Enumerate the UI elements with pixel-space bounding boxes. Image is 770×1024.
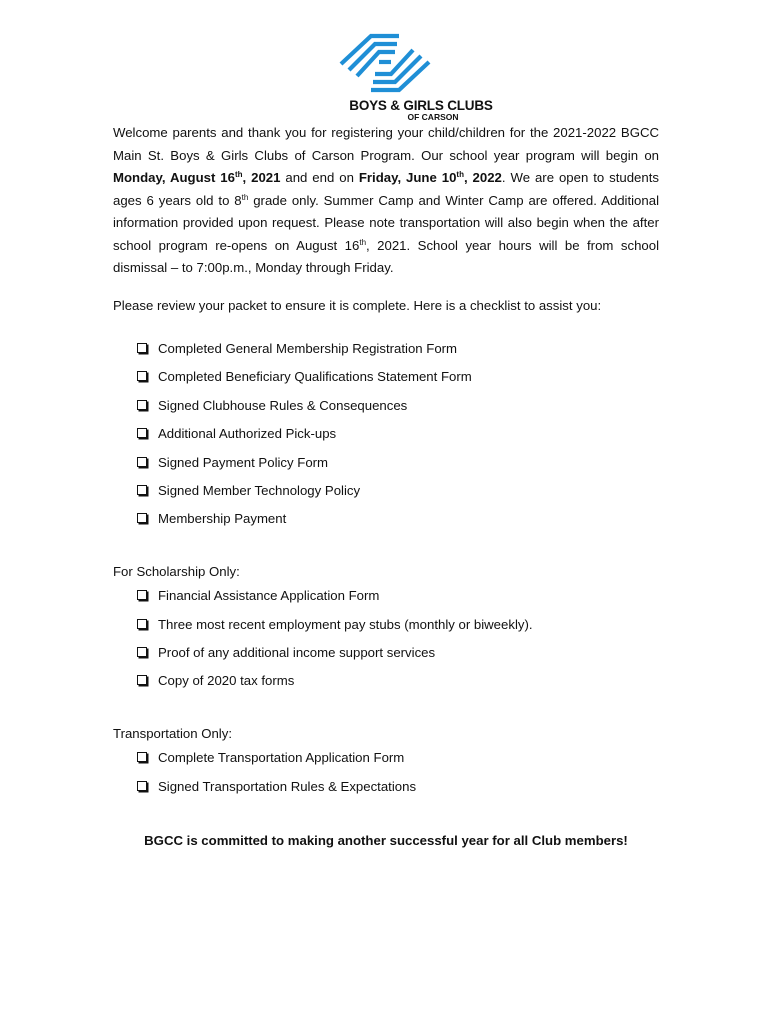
checklist-item-label: Signed Transportation Rules & Expectations: [158, 778, 417, 794]
scholarship-checklist: [113, 582, 659, 696]
checkbox-icon[interactable]: [137, 343, 147, 353]
logo-subname: OF CARSON: [407, 112, 459, 122]
checklist-item-label: Signed Member Technology Policy: [158, 482, 361, 498]
checklist-item-label: Signed Clubhouse Rules & Consequences: [158, 397, 408, 413]
checklist-item-label: Completed Beneficiary Qualifications Statement Form: [158, 369, 472, 385]
club-logo: [0, 30, 770, 122]
review-instructions: Please review your packet to ensure it is complete. Here is a checklist to assist you:: [113, 297, 602, 313]
checklist-item: [113, 744, 659, 772]
transportation-checklist: [113, 744, 659, 801]
checklist-item: [113, 477, 659, 505]
checklist-item: [113, 449, 659, 477]
checklist-item: [113, 667, 659, 695]
checklist-item: [113, 582, 659, 610]
hands-logo-icon: [335, 30, 435, 96]
logo-name: BOYS & GIRLS CLUBS: [349, 98, 493, 113]
start-date: Monday, August 16th, 2021: [113, 170, 281, 185]
closing-statement: BGCC is committed to making another successful year for all Club members!: [144, 833, 628, 849]
checklist-item: [113, 773, 659, 801]
checkbox-icon[interactable]: [137, 619, 147, 629]
checkbox-icon[interactable]: [137, 675, 147, 685]
checkbox-icon[interactable]: [137, 457, 147, 467]
checkbox-icon[interactable]: [137, 371, 147, 381]
checklist-item-label: Financial Assistance Application Form: [158, 588, 380, 604]
checklist-item-label: Signed Payment Policy Form: [158, 454, 329, 470]
checklist-item: [113, 505, 659, 533]
transportation-title: Transportation Only:: [113, 725, 232, 741]
checklist-item: [113, 363, 659, 391]
checkbox-icon[interactable]: [137, 485, 147, 495]
checklist-item-label: Three most recent employment pay stubs (monthly or biweekly).: [158, 616, 533, 632]
checklist-item-label: Copy of 2020 tax forms: [158, 673, 295, 689]
checklist-item: [113, 420, 659, 448]
checklist-item: [113, 611, 659, 639]
scholarship-title: For Scholarship Only:: [113, 563, 240, 579]
letter-body: [113, 122, 659, 866]
checklist-item-label: Completed General Membership Registration Form: [158, 341, 458, 356]
main-checklist: [113, 335, 659, 534]
checkbox-icon[interactable]: [137, 513, 147, 523]
checkbox-icon[interactable]: [137, 752, 147, 762]
checklist-item-label: Additional Authorized Pick-ups: [158, 426, 337, 442]
checkbox-icon[interactable]: [137, 428, 147, 438]
checklist-item: [113, 392, 659, 420]
checklist-item-label: Complete Transportation Application Form: [158, 750, 405, 766]
checkbox-icon[interactable]: [137, 590, 147, 600]
checkbox-icon[interactable]: [137, 781, 147, 791]
end-date: Friday, June 10th, 2022: [358, 170, 502, 185]
checkbox-icon[interactable]: [137, 647, 147, 657]
checklist-item-label: Membership Payment: [158, 511, 287, 527]
checkbox-icon[interactable]: [137, 400, 147, 410]
intro-paragraph: Welcome parents and thank you for registering your child/children for the 2021-2022 BGCC Main St. Boys & Girls Clubs of Carson Program. Our school year program will begin on Monday, August 16th, 2021 and end on Friday, June 10th, 2022. We are open to students ages 6 years old to 8th grade only. Summer Camp and Winter Camp are offered. Additional information provided upon request. Please note transportation will also begin when the after school program re-opens on August 16th, 2021. School year hours will be from school dismissal – to 7:00p.m., Monday through Friday.: [113, 125, 659, 275]
checklist-item: [113, 335, 659, 363]
checklist-item-label: Proof of any additional income support services: [158, 645, 436, 661]
checklist-item: [113, 639, 659, 667]
